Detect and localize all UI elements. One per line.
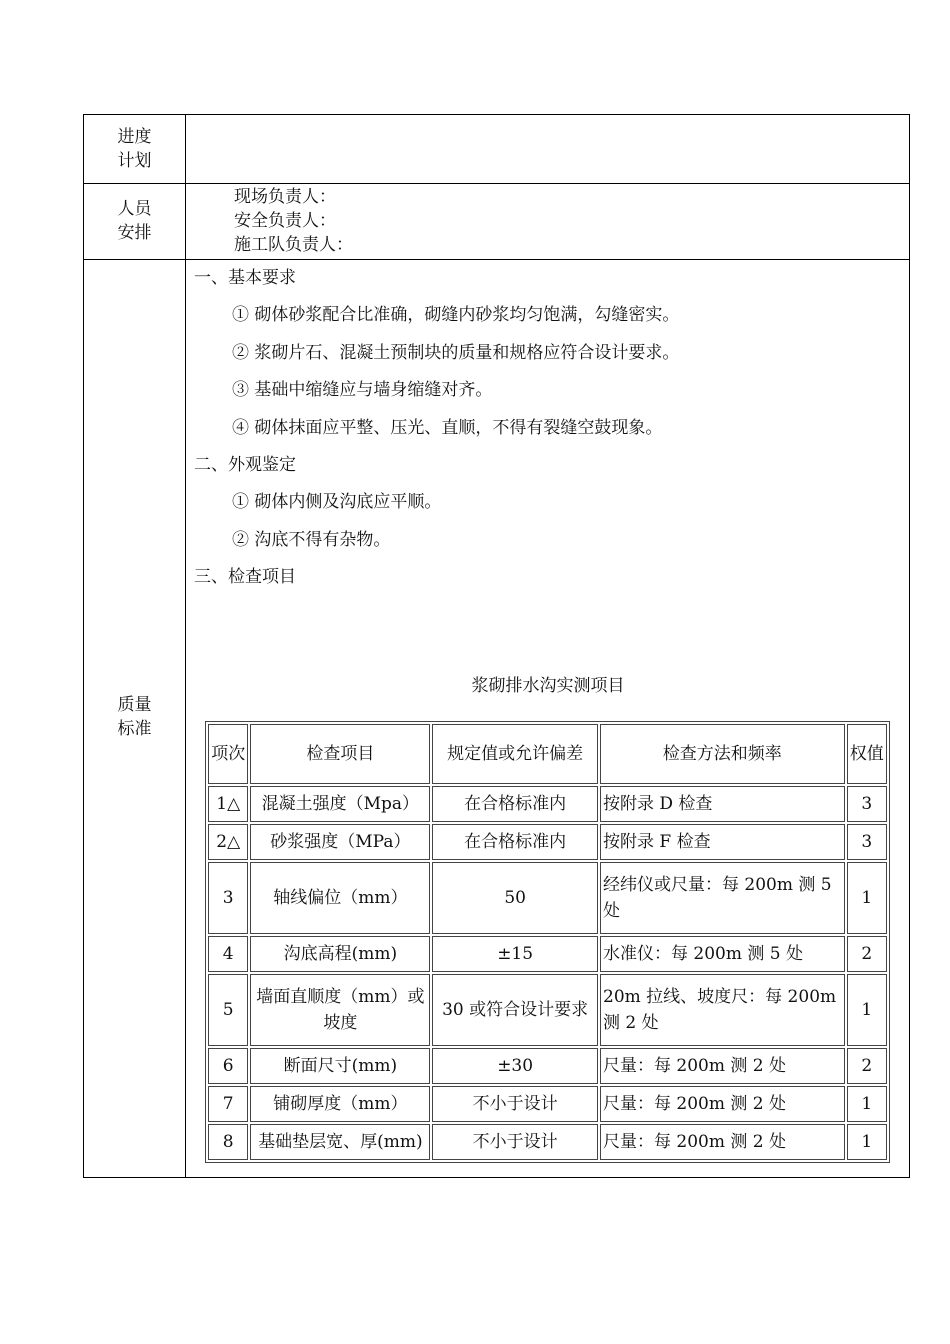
cell-item: 墙面直顺度（mm）或坡度	[250, 974, 430, 1046]
header-cell: 项次	[208, 724, 248, 784]
cell-method: 经纬仪或尺量：每 200m 测 5 处	[600, 862, 845, 934]
cell-item: 基础垫层宽、厚(mm)	[250, 1124, 430, 1160]
cell-item: 断面尺寸(mm)	[250, 1048, 430, 1084]
cell-weight: 1	[847, 1086, 887, 1122]
staffing-lines	[234, 185, 353, 257]
cell-weight: 1	[847, 862, 887, 934]
cell-method: 水准仪：每 200m 测 5 处	[600, 936, 845, 972]
cell-spec: 在合格标准内	[432, 786, 598, 822]
column-divider	[185, 115, 186, 1177]
quality-label-line1: 质量	[117, 695, 152, 715]
requirement-item: ② 浆砌片石、混凝土预制块的质量和规格应符合设计要求。	[232, 343, 680, 363]
cell-weight: 1	[847, 1124, 887, 1160]
cell-method: 按附录 D 检查	[600, 786, 845, 822]
requirement-item: ④ 砌体抹面应平整、压光、直顺，不得有裂缝空鼓现象。	[232, 418, 663, 438]
cell-item: 铺砌厚度（mm）	[250, 1086, 430, 1122]
cell-index: 8	[208, 1124, 248, 1160]
cell-method: 尺量：每 200m 测 2 处	[600, 1124, 845, 1160]
table-row	[208, 862, 887, 934]
cell-index: 1△	[208, 786, 248, 822]
cell-item: 轴线偏位（mm）	[250, 862, 430, 934]
site-manager-line: 现场负责人：	[234, 187, 336, 207]
cell-weight: 3	[847, 824, 887, 860]
staffing-label-line2: 安排	[117, 223, 152, 243]
cell-weight: 3	[847, 786, 887, 822]
cell-index: 5	[208, 974, 248, 1046]
safety-manager-line: 安全负责人：	[234, 211, 336, 231]
staffing-label	[84, 197, 185, 245]
cell-item: 砂浆强度（MPa）	[250, 824, 430, 860]
table-row	[208, 974, 887, 1046]
crew-manager-line: 施工队负责人：	[234, 235, 353, 255]
table-row	[208, 1086, 887, 1122]
staffing-label-line1: 人员	[117, 199, 152, 219]
table-row	[208, 1124, 887, 1160]
cell-spec: 50	[432, 862, 598, 934]
table-header-row	[208, 724, 887, 784]
cell-spec: ±15	[432, 936, 598, 972]
header-cell: 规定值或允许偏差	[432, 724, 598, 784]
cell-index: 7	[208, 1086, 248, 1122]
cell-method: 尺量：每 200m 测 2 处	[600, 1048, 845, 1084]
quality-label	[84, 693, 185, 741]
inspection-table	[205, 721, 890, 1163]
appearance-item: ① 砌体内侧及沟底应平顺。	[232, 492, 442, 512]
cell-index: 2△	[208, 824, 248, 860]
requirement-item: ③ 基础中缩缝应与墙身缩缝对齐。	[232, 380, 493, 400]
table-row	[208, 936, 887, 972]
cell-method: 尺量：每 200m 测 2 处	[600, 1086, 845, 1122]
cell-item: 沟底高程(mm)	[250, 936, 430, 972]
cell-index: 6	[208, 1048, 248, 1084]
cell-weight: 1	[847, 974, 887, 1046]
row-divider	[84, 183, 909, 184]
schedule-label-line1: 进度	[117, 127, 152, 147]
cell-spec: 不小于设计	[432, 1124, 598, 1160]
header-cell: 检查方法和频率	[600, 724, 845, 784]
cell-method: 20m 拉线、坡度尺：每 200m 测 2 处	[600, 974, 845, 1046]
form-table	[83, 114, 910, 1178]
schedule-label-line2: 计划	[117, 151, 152, 171]
header-cell: 检查项目	[250, 724, 430, 784]
appearance-item: ② 沟底不得有杂物。	[232, 530, 391, 550]
requirement-item: ① 砌体砂浆配合比准确，砌缝内砂浆均匀饱满，勾缝密实。	[232, 305, 680, 325]
section-inspection-items: 三、检查项目	[194, 567, 296, 587]
table-row	[208, 786, 887, 822]
section-appearance: 二、外观鉴定	[194, 455, 296, 475]
cell-spec: 不小于设计	[432, 1086, 598, 1122]
header-cell: 权值	[847, 724, 887, 784]
table-row	[208, 1048, 887, 1084]
cell-index: 4	[208, 936, 248, 972]
cell-method: 按附录 F 检查	[600, 824, 845, 860]
cell-spec: 30 或符合设计要求	[432, 974, 598, 1046]
section-basic-requirements: 一、基本要求	[194, 268, 296, 288]
quality-label-line2: 标准	[117, 719, 152, 739]
cell-spec: 在合格标准内	[432, 824, 598, 860]
cell-item: 混凝土强度（Mpa）	[250, 786, 430, 822]
cell-index: 3	[208, 862, 248, 934]
row-divider	[84, 259, 909, 260]
cell-spec: ±30	[432, 1048, 598, 1084]
table-row	[208, 824, 887, 860]
cell-weight: 2	[847, 1048, 887, 1084]
table-caption: 浆砌排水沟实测项目	[471, 676, 625, 696]
schedule-label	[84, 125, 185, 173]
cell-weight: 2	[847, 936, 887, 972]
